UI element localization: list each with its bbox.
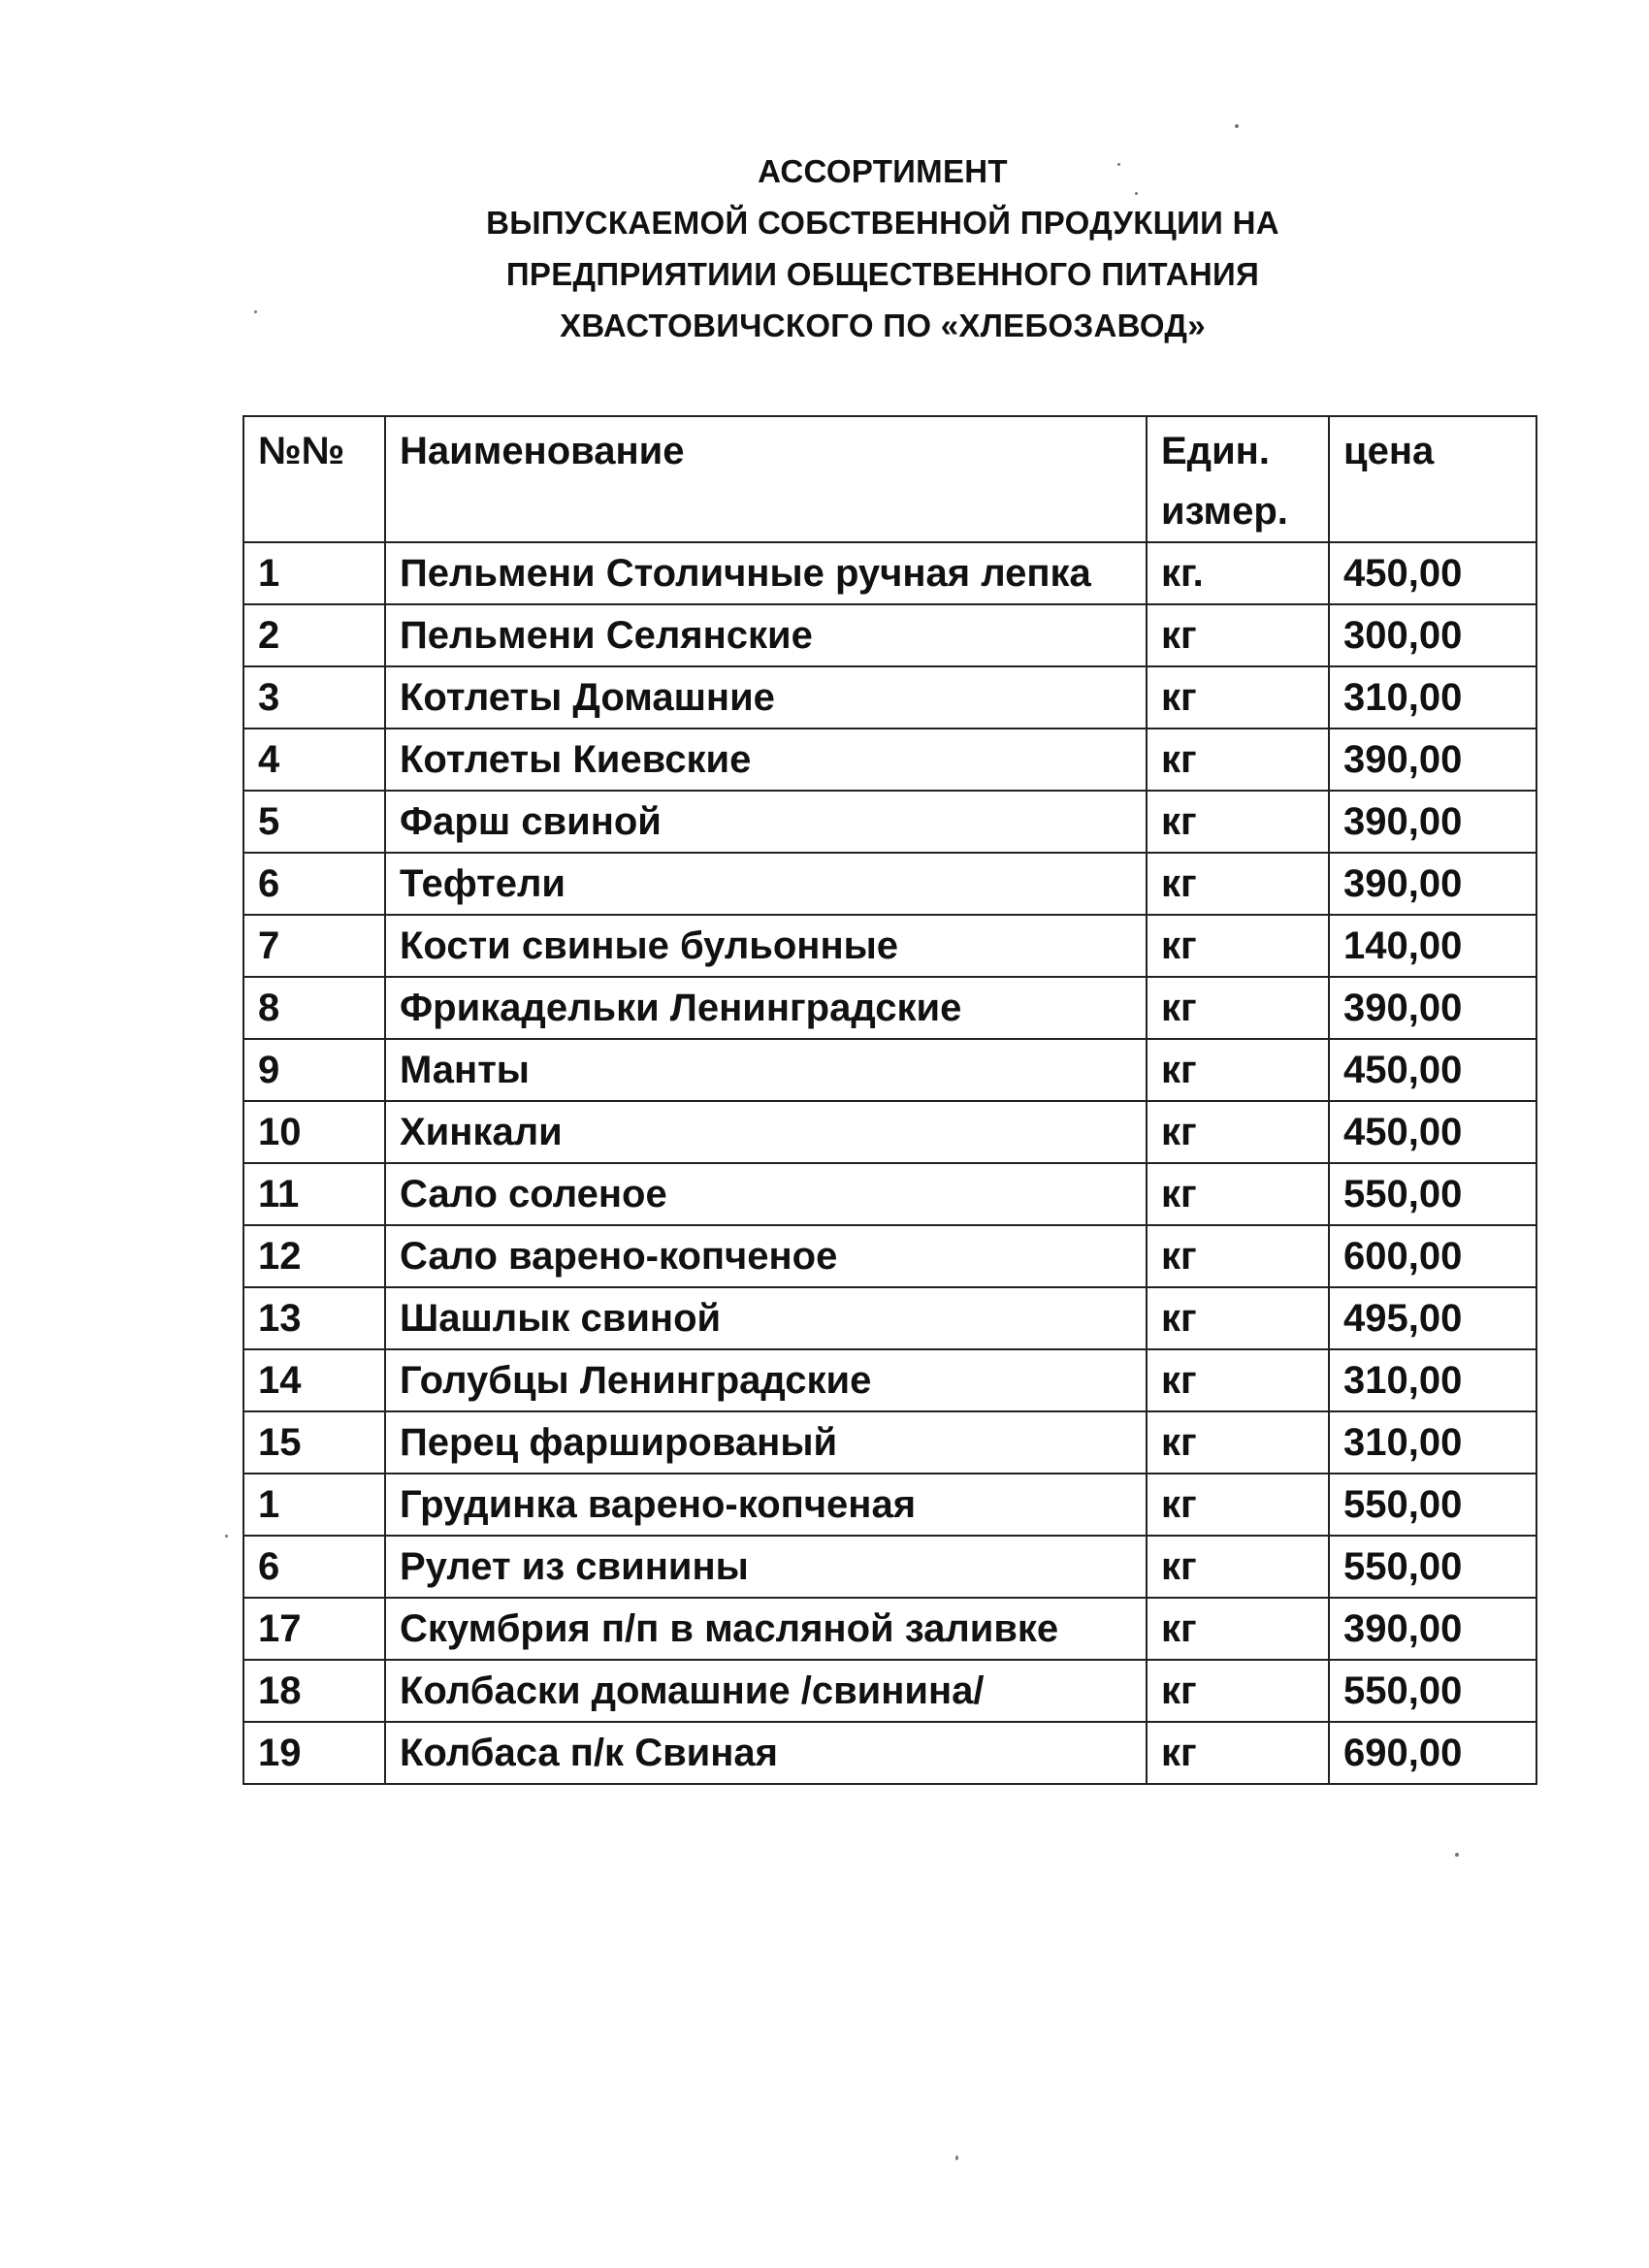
row-unit: кг	[1147, 1163, 1329, 1225]
row-unit: кг	[1147, 1598, 1329, 1660]
row-price: 300,00	[1329, 604, 1536, 666]
row-price: 310,00	[1329, 1411, 1536, 1474]
row-unit: кг	[1147, 1660, 1329, 1722]
row-unit: кг	[1147, 1474, 1329, 1536]
table-row	[243, 1660, 1536, 1722]
heading-line: ПРЕДПРИЯТИИИ ОБЩЕСТВЕННОГО ПИТАНИЯ	[505, 256, 1260, 292]
row-price: 390,00	[1329, 1598, 1536, 1660]
row-num: 19	[243, 1722, 385, 1784]
row-num: 6	[243, 1536, 385, 1598]
row-num: 5	[243, 791, 385, 853]
row-name: Сало соленое	[385, 1163, 1147, 1225]
row-name: Хинкали	[385, 1101, 1147, 1163]
row-num: 18	[243, 1660, 385, 1722]
row-num: 17	[243, 1598, 385, 1660]
table-row	[243, 853, 1536, 915]
row-name: Тефтели	[385, 853, 1147, 915]
row-price: 390,00	[1329, 791, 1536, 853]
row-num: 6	[243, 853, 385, 915]
row-unit: кг	[1147, 1225, 1329, 1287]
table-row	[243, 1598, 1536, 1660]
row-name: Пельмени Селянские	[385, 604, 1147, 666]
table-row	[243, 666, 1536, 729]
heading-line: ХВАСТОВИЧСКОГО ПО «ХЛЕБОЗАВОД»	[560, 308, 1206, 343]
heading-line: ВЫПУСКАЕМОЙ СОБСТВЕННОЙ ПРОДУКЦИИ НА	[486, 205, 1279, 241]
row-unit: кг	[1147, 1411, 1329, 1474]
row-price: 450,00	[1329, 542, 1536, 604]
row-price: 390,00	[1329, 729, 1536, 791]
row-name: Шашлык свиной	[385, 1287, 1147, 1349]
row-num: 12	[243, 1225, 385, 1287]
row-price: 600,00	[1329, 1225, 1536, 1287]
header-name: Наименование	[385, 416, 1147, 542]
row-price: 140,00	[1329, 915, 1536, 977]
row-name: Фрикадельки Ленинградские	[385, 977, 1147, 1039]
row-price: 690,00	[1329, 1722, 1536, 1784]
row-name: Грудинка варено-копченая	[385, 1474, 1147, 1536]
row-unit: кг	[1147, 1101, 1329, 1163]
table-header-row	[243, 416, 1536, 542]
row-num: 13	[243, 1287, 385, 1349]
table-row	[243, 1536, 1536, 1598]
table-row	[243, 1722, 1536, 1784]
header-num: №№	[243, 416, 385, 542]
table-row	[243, 1039, 1536, 1101]
row-unit: кг	[1147, 1039, 1329, 1101]
row-unit: кг	[1147, 604, 1329, 666]
row-price: 390,00	[1329, 977, 1536, 1039]
row-price: 550,00	[1329, 1474, 1536, 1536]
row-name: Котлеты Киевские	[385, 729, 1147, 791]
row-num: 1	[243, 1474, 385, 1536]
table-row	[243, 729, 1536, 791]
header-unit-line: Един.	[1161, 430, 1270, 472]
row-num: 10	[243, 1101, 385, 1163]
table-row	[243, 915, 1536, 977]
row-name: Колбаски домашние /свинина/	[385, 1660, 1147, 1722]
row-name: Колбаса п/к Свиная	[385, 1722, 1147, 1784]
row-unit: кг	[1147, 915, 1329, 977]
heading-line: АССОРТИМЕНТ	[758, 153, 1008, 189]
row-name: Голубцы Ленинградские	[385, 1349, 1147, 1411]
row-num: 15	[243, 1411, 385, 1474]
row-unit: кг	[1147, 1536, 1329, 1598]
row-price: 495,00	[1329, 1287, 1536, 1349]
table-row	[243, 1411, 1536, 1474]
row-num: 14	[243, 1349, 385, 1411]
scan-speck	[1455, 1853, 1459, 1857]
row-num: 11	[243, 1163, 385, 1225]
row-unit: кг	[1147, 853, 1329, 915]
row-unit: кг	[1147, 791, 1329, 853]
table-row	[243, 604, 1536, 666]
row-num: 9	[243, 1039, 385, 1101]
scan-speck	[955, 2155, 958, 2160]
row-price: 550,00	[1329, 1163, 1536, 1225]
table-row	[243, 1287, 1536, 1349]
table-row	[243, 1101, 1536, 1163]
row-name: Рулет из свинины	[385, 1536, 1147, 1598]
row-num: 1	[243, 542, 385, 604]
row-num: 3	[243, 666, 385, 729]
table-row	[243, 1349, 1536, 1411]
scan-speck	[254, 310, 257, 313]
scan-speck	[1117, 163, 1120, 166]
row-unit: кг	[1147, 1287, 1329, 1349]
header-price: цена	[1329, 416, 1536, 542]
row-price: 550,00	[1329, 1536, 1536, 1598]
row-name: Сало варено-копченое	[385, 1225, 1147, 1287]
row-name: Пельмени Столичные ручная лепка	[385, 542, 1147, 604]
scan-speck	[225, 1535, 228, 1538]
row-name: Фарш свиной	[385, 791, 1147, 853]
row-unit: кг	[1147, 729, 1329, 791]
row-price: 310,00	[1329, 666, 1536, 729]
document-heading	[446, 146, 1319, 351]
table-row	[243, 1225, 1536, 1287]
row-price: 390,00	[1329, 853, 1536, 915]
row-price: 550,00	[1329, 1660, 1536, 1722]
header-unit	[1147, 416, 1329, 542]
table-row	[243, 542, 1536, 604]
row-name: Скумбрия п/п в масляной заливке	[385, 1598, 1147, 1660]
table-row	[243, 977, 1536, 1039]
row-unit: кг	[1147, 1722, 1329, 1784]
row-num: 4	[243, 729, 385, 791]
table-row	[243, 1163, 1536, 1225]
row-price: 450,00	[1329, 1101, 1536, 1163]
row-name: Перец фаршированый	[385, 1411, 1147, 1474]
row-num: 7	[243, 915, 385, 977]
row-unit: кг	[1147, 977, 1329, 1039]
scan-speck	[1135, 192, 1138, 195]
assortment-table	[242, 415, 1537, 1785]
row-num: 8	[243, 977, 385, 1039]
table-row	[243, 791, 1536, 853]
row-price: 310,00	[1329, 1349, 1536, 1411]
row-num: 2	[243, 604, 385, 666]
table-row	[243, 1474, 1536, 1536]
row-name: Кости свиные бульонные	[385, 915, 1147, 977]
row-unit: кг	[1147, 1349, 1329, 1411]
row-price: 450,00	[1329, 1039, 1536, 1101]
row-name: Манты	[385, 1039, 1147, 1101]
row-unit: кг.	[1147, 542, 1329, 604]
table-body	[243, 542, 1536, 1784]
scan-speck	[1235, 124, 1239, 128]
row-name: Котлеты Домашние	[385, 666, 1147, 729]
header-unit-line: измер.	[1161, 490, 1288, 533]
row-unit: кг	[1147, 666, 1329, 729]
